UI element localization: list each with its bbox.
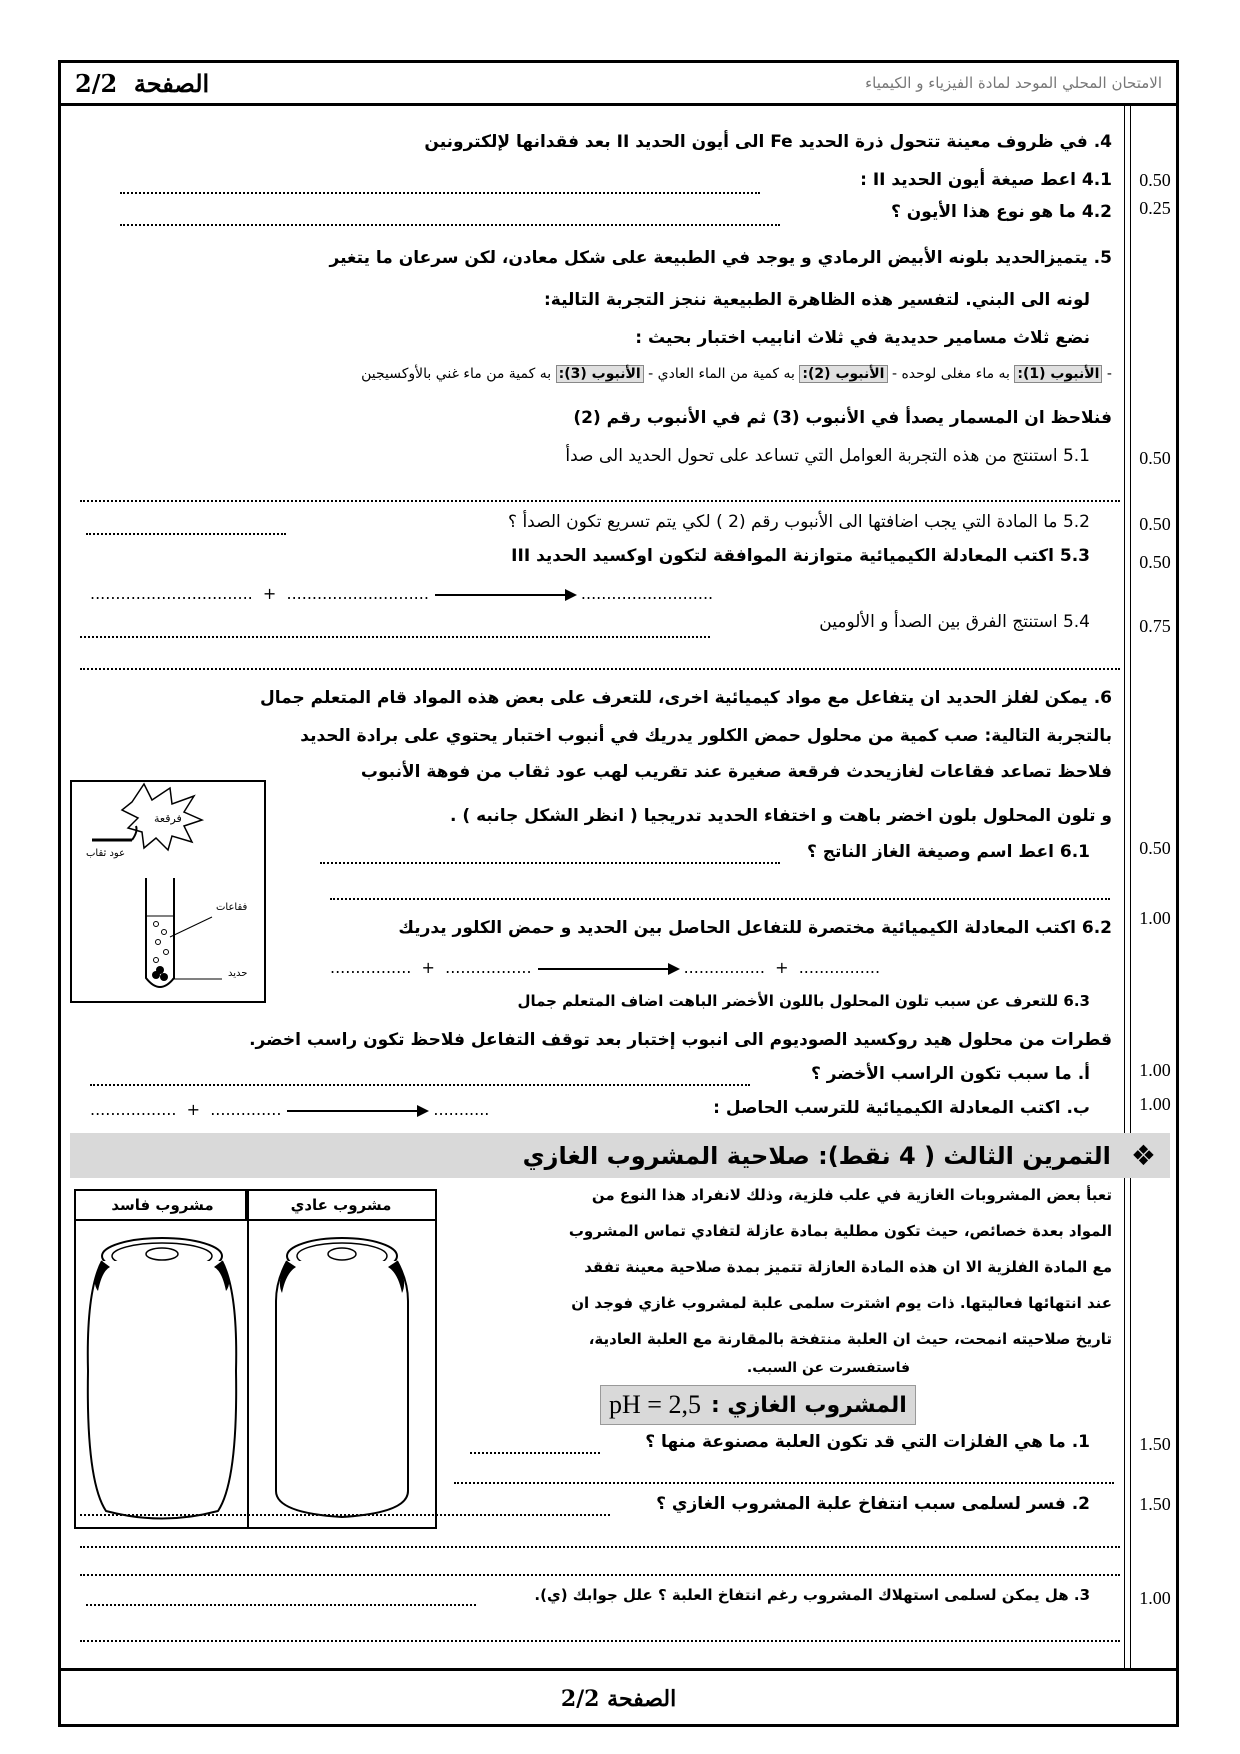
page-footer xyxy=(58,1668,1179,1727)
points-q4-2: 0.25 xyxy=(1139,198,1171,218)
bubble xyxy=(154,922,159,927)
answer-line xyxy=(80,1514,610,1516)
points-q6-3-a: 1.00 xyxy=(1139,1060,1171,1080)
ex3-text-5: تاريخ صلاحيته انمحت، حيث ان العلبة منتفخة بالمقارنة مع العلبة العادية، xyxy=(588,1330,1112,1348)
q6-intro-1: 6. يمكن لفلز الحديد ان يتفاعل مع مواد كيميائية اخرى، للتعرف على بعض هذه المواد قام المتعلم جمال xyxy=(259,688,1112,708)
ex3-text-1: تعبأ بعض المشروبات الغازية في علب فلزية، وذلك لانفراد هذا النوع من xyxy=(591,1186,1112,1204)
points-ex3-q2: 1.50 xyxy=(1139,1494,1171,1514)
q5-intro-3: نضع ثلاث مسامير حديدية في ثلاث انابيب اختبار بحيث : xyxy=(635,328,1090,348)
ph-label: المشروب الغازي : xyxy=(710,1392,907,1418)
exercise-3-banner xyxy=(70,1133,1170,1178)
points-q5-1: 0.50 xyxy=(1139,448,1171,468)
points-q5-3: 0.50 xyxy=(1139,552,1171,572)
q6-intro-3: فلاحظ تصاعد فقاعات لغازيحدث فرقعة صغيرة عند تقريب لهب عود ثقاب من فوهة الأنبوب xyxy=(360,762,1112,782)
equation-template-6-3: ................. + .............. ........... xyxy=(90,1100,490,1119)
answer-line xyxy=(90,1084,750,1086)
exam-title: الامتحان المحلي الموحد لمادة الفيزياء و الكيمياء xyxy=(865,74,1162,92)
answer-line xyxy=(330,898,1110,900)
tube-1-text: به ماء مغلى لوحده xyxy=(901,366,1010,382)
q6-3-a: 6.3 للتعرف عن سبب تلون المحلول باللون الأخضر الباهت اضاف المتعلم جمال xyxy=(517,992,1090,1010)
ex3-text-4: عند انتهائها فعاليتها. ذات يوم اشترت سلمى علبة لمشروب غازي فوجد ان xyxy=(571,1294,1112,1312)
ex3-text-3: مع المادة الفلزية الا ان هذه المادة العازلة تتميز بمدة صلاحية معينة تفقد xyxy=(584,1258,1112,1276)
q6-1: 6.1 اعط اسم وصيغة الغاز الناتج ؟ xyxy=(807,842,1090,862)
ex3-text-2: المواد بعدة خصائص، حيث تكون مطلية بمادة عازلة لتفادي تماس المشروب xyxy=(568,1222,1112,1240)
points-q5-2: 0.50 xyxy=(1139,514,1171,534)
answer-line xyxy=(120,224,780,226)
points-q6-3-b: 1.00 xyxy=(1139,1094,1171,1114)
equation-template-5-3: ................................ + ............................ .......................... xyxy=(90,584,714,603)
ph-value: pH = 2,5 xyxy=(609,1390,701,1419)
reaction-arrow xyxy=(287,1110,427,1112)
points-q4-1: 0.50 xyxy=(1139,170,1171,190)
tube-3-text: به كمية من ماء غني بالأوكسيجين xyxy=(361,366,552,382)
answer-line xyxy=(470,1452,600,1454)
q6-intro-2: بالتجربة التالية: صب كمية من محلول حمض الكلور يدريك في أنبوب اختبار يحتوي على برادة الحديد xyxy=(300,726,1112,746)
answer-line xyxy=(320,862,780,864)
reaction-arrow xyxy=(435,594,575,596)
points-q6-2: 1.00 xyxy=(1139,908,1171,928)
q4-intro: 4. في ظروف معينة تتحول ذرة الحديد Fe الى أيون الحديد II بعد فقدانها لإلكترونين xyxy=(424,132,1112,152)
points-column-divider-2 xyxy=(1130,106,1131,1671)
tube-2-label: الأنبوب (2): xyxy=(799,365,887,383)
normal-can xyxy=(276,1238,408,1517)
label-match: عود ثقاب xyxy=(86,848,126,859)
points-q6-1: 0.50 xyxy=(1139,838,1171,858)
q5-observe: فنلاحظ ان المسمار يصدأ في الأنبوب (3) ثم في الأنبوب رقم (2) xyxy=(573,408,1112,428)
q5-intro-2: لونه الى البني. لتفسير هذه الظاهرة الطبيعية ننجز التجربة التالية: xyxy=(543,290,1090,310)
points-column-divider xyxy=(1124,106,1125,1671)
q5-tubes: - الأنبوب (1): به ماء مغلى لوحده - الأنبوب (2): به كمية من الماء العادي - الأنبوب (3): به كمية من ماء غني بالأوكسيجين xyxy=(361,366,1112,382)
tube-3-label: الأنبوب (3): xyxy=(556,365,644,383)
answer-line xyxy=(80,500,1120,502)
bubble xyxy=(156,940,161,945)
points-q5-4: 0.75 xyxy=(1139,616,1171,636)
answer-line xyxy=(80,1546,1120,1548)
q6-2: 6.2 اكتب المعادلة الكيميائية مختصرة للتفاعل الحاصل بين الحديد و حمض الكلور يدريك xyxy=(398,918,1112,938)
iron-filings xyxy=(156,966,164,974)
header-page-indicator xyxy=(75,69,209,98)
bubble xyxy=(164,950,169,955)
answer-line xyxy=(86,533,286,535)
q6-intro-4: و تلون المحلول بلون اخضر باهت و اختفاء الحديد تدريجيا ( انظر الشكل جانبه ) . xyxy=(450,806,1112,826)
ph-box xyxy=(600,1385,916,1425)
bubble xyxy=(154,958,159,963)
footer-page-label: الصفحة xyxy=(607,1686,677,1712)
answer-line xyxy=(80,1640,1120,1642)
answer-line xyxy=(86,1604,476,1606)
cans-drawing xyxy=(76,1221,435,1527)
bubbles-pointer xyxy=(170,917,212,937)
q4-2: 4.2 ما هو نوع هذا الأيون ؟ xyxy=(891,202,1112,222)
ex3-q1: 1. ما هي الفلزات التي قد تكون العلبة مصنوعة منها ؟ xyxy=(645,1432,1090,1452)
q6-3-c: أ. ما سبب تكون الراسب الأخضر ؟ xyxy=(810,1064,1090,1084)
equation-template-6-2: ................ + ................. ................ + ................ xyxy=(330,958,881,977)
ex3-q2: 2. فسر لسلمى سبب انتفاخ علبة المشروب الغازي ؟ xyxy=(656,1494,1090,1514)
q5-intro-1: 5. يتميزالحديد بلونه الأبيض الرمادي و يوجد في الطبيعة على شكل معادن، لكن سرعان ما يتغير xyxy=(329,248,1112,268)
tube-2-text: به كمية من الماء العادي xyxy=(657,366,795,382)
answer-line xyxy=(120,192,760,194)
cans-figure xyxy=(74,1189,437,1529)
exercise-3-title: التمرين الثالث ( 4 نقط): صلاحية المشروب الغازي xyxy=(522,1141,1111,1170)
answer-line xyxy=(80,636,710,638)
ex3-q3: 3. هل يمكن لسلمى استهلاك المشروب رغم انتفاخ العلبة ؟ علل جوابك (ي). xyxy=(534,1586,1090,1604)
test-tube-figure xyxy=(70,780,266,1003)
q5-4: 5.4 استنتج الفرق بين الصدأ و الألومين xyxy=(819,612,1090,632)
iron-filings xyxy=(160,973,168,981)
label-iron: حديد xyxy=(228,968,248,979)
label-pop: فرقعة xyxy=(154,812,182,825)
footer-page-number: 2/2 xyxy=(560,1686,600,1712)
can-normal-header: مشروب عادي xyxy=(245,1191,435,1221)
answer-line xyxy=(454,1482,1114,1484)
answer-line xyxy=(80,668,1120,670)
header-page-label: الصفحة xyxy=(133,68,210,98)
q5-1: 5.1 استنتج من هذه التجربة العوامل التي تساعد على تحول الحديد الى صدأ xyxy=(565,446,1090,466)
bubble xyxy=(162,930,167,935)
q5-2: 5.2 ما المادة التي يجب اضافتها الى الأنبوب رقم (2 ) لكي يتم تسريع تكون الصدأ ؟ xyxy=(508,512,1090,532)
diamond-bullet-icon: ❖ xyxy=(1130,1139,1156,1172)
label-bubbles: فقاعات xyxy=(216,902,248,913)
can-spoiled-header: مشروب فاسد xyxy=(76,1191,249,1221)
q4-1: 4.1 اعط صيغة أيون الحديد II : xyxy=(860,170,1112,190)
ex3-text-6: فاستفسرت عن السبب. xyxy=(746,1360,910,1376)
spoiled-can xyxy=(88,1238,236,1519)
q5-3: 5.3 اكتب المعادلة الكيميائية متوازنة الموافقة لتكون اوكسيد الحديد III xyxy=(511,546,1090,566)
q6-3-b: قطرات من محلول هيد روكسيد الصوديوم الى انبوب إختبار بعد توقف التفاعل فلاحظ تكون راسب اخضر. xyxy=(249,1030,1112,1050)
reaction-arrow xyxy=(538,968,678,970)
header-page-number: 2/2 xyxy=(75,68,118,98)
q6-3-d: ب. اكتب المعادلة الكيميائية للترسب الحاصل : xyxy=(713,1098,1090,1118)
answer-line xyxy=(80,1574,1120,1576)
points-ex3-q1: 1.50 xyxy=(1139,1434,1171,1454)
points-ex3-q3: 1.00 xyxy=(1139,1588,1171,1608)
page-header xyxy=(58,60,1179,106)
tube-1-label: الأنبوب (1): xyxy=(1014,365,1102,383)
